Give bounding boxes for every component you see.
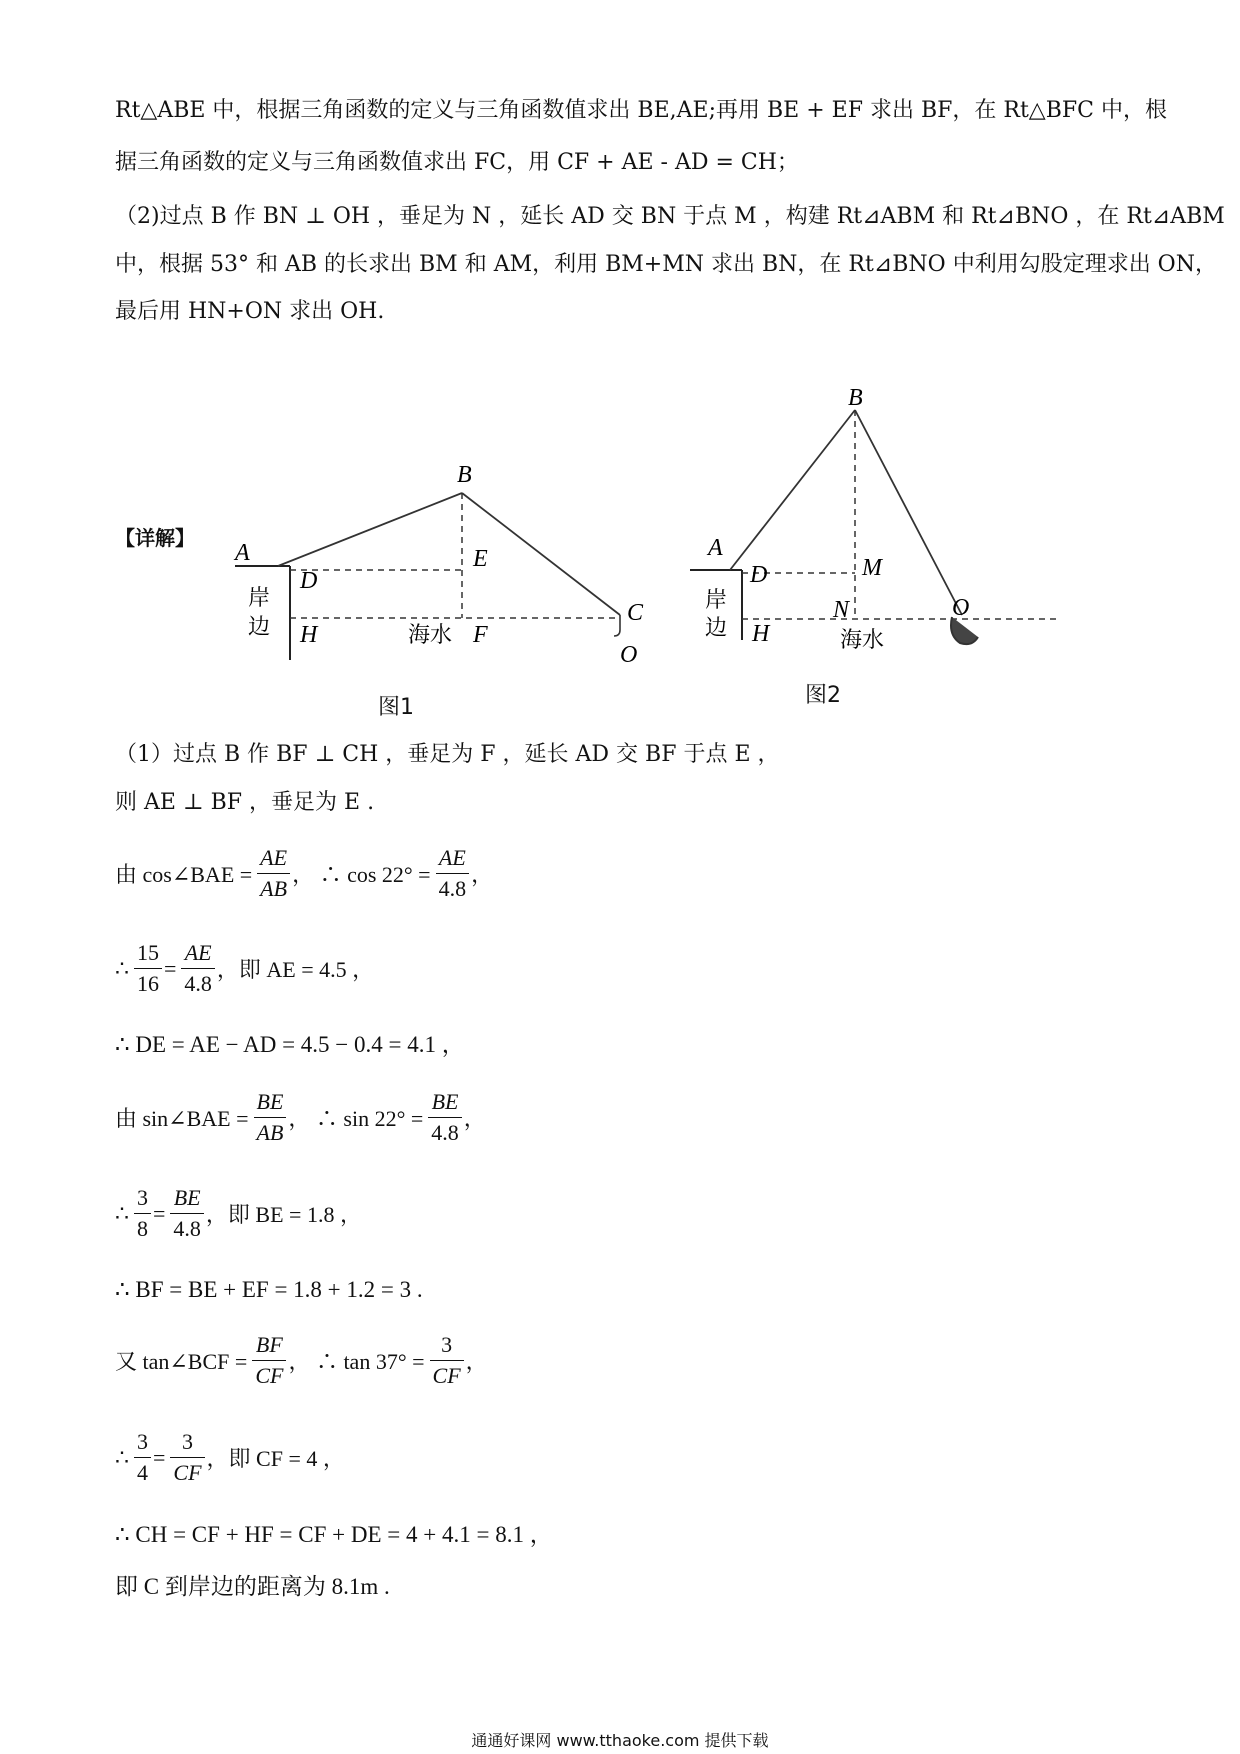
analysis-line-2: 据三角函数的定义与三角函数值求出 FC，用 CF + AE - AD = CH； (115, 150, 799, 175)
analysis-line-1: Rt△ABE 中，根据三角函数的定义与三角函数值求出 BE,AE;再用 BE + EF 求出 BF，在 Rt△BFC 中，根 (115, 98, 1167, 123)
eq-suffix: ，即 BE = 1.8 ， (205, 1202, 362, 1227)
fig1-label-c: C (627, 600, 644, 626)
eq-prefix: ∴ (115, 1444, 129, 1470)
solution-step-1: （1）过点 B 作 BF ⊥ CH ，垂足为 F ，延长 AD 交 BF 于点 E ， (115, 742, 780, 767)
page-footer: 通通好课网 www.tthaoke.com 提供下载 (471, 1731, 769, 1750)
analysis-line-5: 最后用 HN+ON 求出 OH. (115, 299, 385, 324)
fraction: $\frac{AE}{4.8}$ (181, 938, 215, 999)
fig1-label-e: E (473, 546, 488, 572)
fig2-sea-label: 海水 (840, 628, 885, 653)
fraction: $\frac{AE}{AB}$ (257, 843, 290, 904)
eq-suffix: ， (465, 1349, 488, 1374)
fraction: $\frac{BE}{4.8}$ (428, 1087, 462, 1148)
fig1-label-o: O (620, 642, 638, 668)
eq-prefix: ∴ (115, 1200, 129, 1226)
fig2-shore-1: 岸 (705, 588, 728, 613)
detail-label: 【详解】 (115, 526, 195, 550)
eq-suffix: ， (471, 862, 494, 887)
fig2-shore-2: 边 (705, 616, 728, 641)
solution-step-3 (115, 843, 495, 904)
solution-step-8: ∴ BF = BE + EF = 1.8 + 1.2 = 3 . (115, 1277, 423, 1302)
fraction: $\frac{15}{16}$ (134, 938, 162, 999)
fig2-label-b: B (848, 385, 863, 411)
fraction: $\frac{3}{CF}$ (170, 1427, 204, 1488)
solution-step-12: 即 C 到岸边的距离为 8.1m . (115, 1574, 390, 1599)
analysis-line-4: 中，根据 53° 和 AB 的长求出 BM 和 AM，利用 BM+MN 求出 BN，在 Rt⊿BNO 中利用勾股定理求出 ON， (115, 252, 1217, 277)
eq-middle: = (153, 1200, 166, 1226)
eq-middle: = (153, 1444, 166, 1470)
eq-middle: ， ∴ sin 22° = (288, 1106, 424, 1131)
fig1-label-b: B (457, 462, 472, 488)
fraction: $\frac{BF}{CF}$ (252, 1330, 286, 1391)
eq-prefix: ∴ (115, 955, 129, 981)
solution-step-11: ∴ CH = CF + HF = CF + DE = 4 + 4.1 = 8.1 ， (115, 1522, 553, 1547)
fig1-shore-2: 边 (248, 615, 271, 640)
figure-2-diagram (690, 385, 1070, 675)
solution-step-2: 则 AE ⊥ BF ，垂足为 E . (115, 790, 375, 815)
solution-step-9 (115, 1330, 490, 1391)
fig1-shore-1: 岸 (248, 586, 271, 611)
eq-suffix: ，即 CF = 4 ， (206, 1446, 345, 1471)
fig1-label-h: H (300, 622, 318, 648)
fig1-label-d: D (300, 568, 318, 594)
fig2-label-n: N (833, 597, 850, 623)
eq-middle: ， ∴ cos 22° = (292, 862, 431, 887)
fraction: $\frac{BE}{4.8}$ (170, 1183, 204, 1244)
solution-step-7 (115, 1183, 364, 1244)
fig1-label-f: F (473, 622, 488, 648)
fig2-label-h: H (752, 621, 770, 647)
eq-prefix: 由 cos∠BAE = (115, 862, 253, 887)
figure-1-diagram (220, 450, 660, 690)
eq-prefix: 由 sin∠BAE = (115, 1106, 249, 1131)
fraction: $\frac{3}{8}$ (134, 1183, 151, 1244)
solution-step-6 (115, 1087, 488, 1148)
figure-2-caption: 图2 (805, 683, 841, 708)
fraction: $\frac{3}{4}$ (134, 1427, 151, 1488)
fraction: $\frac{AE}{4.8}$ (436, 843, 470, 904)
eq-prefix: 又 tan∠BCF = (115, 1349, 248, 1374)
solution-step-10 (115, 1427, 347, 1488)
solution-step-5: ∴ DE = AE − AD = 4.5 − 0.4 = 4.1 ， (115, 1032, 465, 1057)
fig2-label-m: M (862, 555, 882, 581)
eq-middle: ， ∴ tan 37° = (288, 1349, 425, 1374)
analysis-line-3: （2)过点 B 作 BN ⊥ OH ，垂足为 N ，延长 AD 交 BN 于点 M ，构建 Rt⊿ABM 和 Rt⊿BNO ，在 Rt⊿ABM (115, 204, 1225, 229)
eq-suffix: ， (463, 1106, 486, 1131)
solution-step-4 (115, 938, 376, 999)
fig2-label-a: A (708, 535, 723, 561)
fig2-label-d: D (750, 562, 768, 588)
eq-suffix: ，即 AE = 4.5 ， (216, 957, 375, 982)
fraction: $\frac{3}{CF}$ (430, 1330, 464, 1391)
fraction: $\frac{BE}{AB}$ (254, 1087, 287, 1148)
fig2-label-o: O (952, 595, 970, 621)
eq-middle: = (164, 955, 177, 981)
fig1-sea-label: 海水 (408, 623, 453, 648)
figure-1-caption: 图1 (378, 695, 414, 720)
fig1-label-a: A (235, 540, 250, 566)
